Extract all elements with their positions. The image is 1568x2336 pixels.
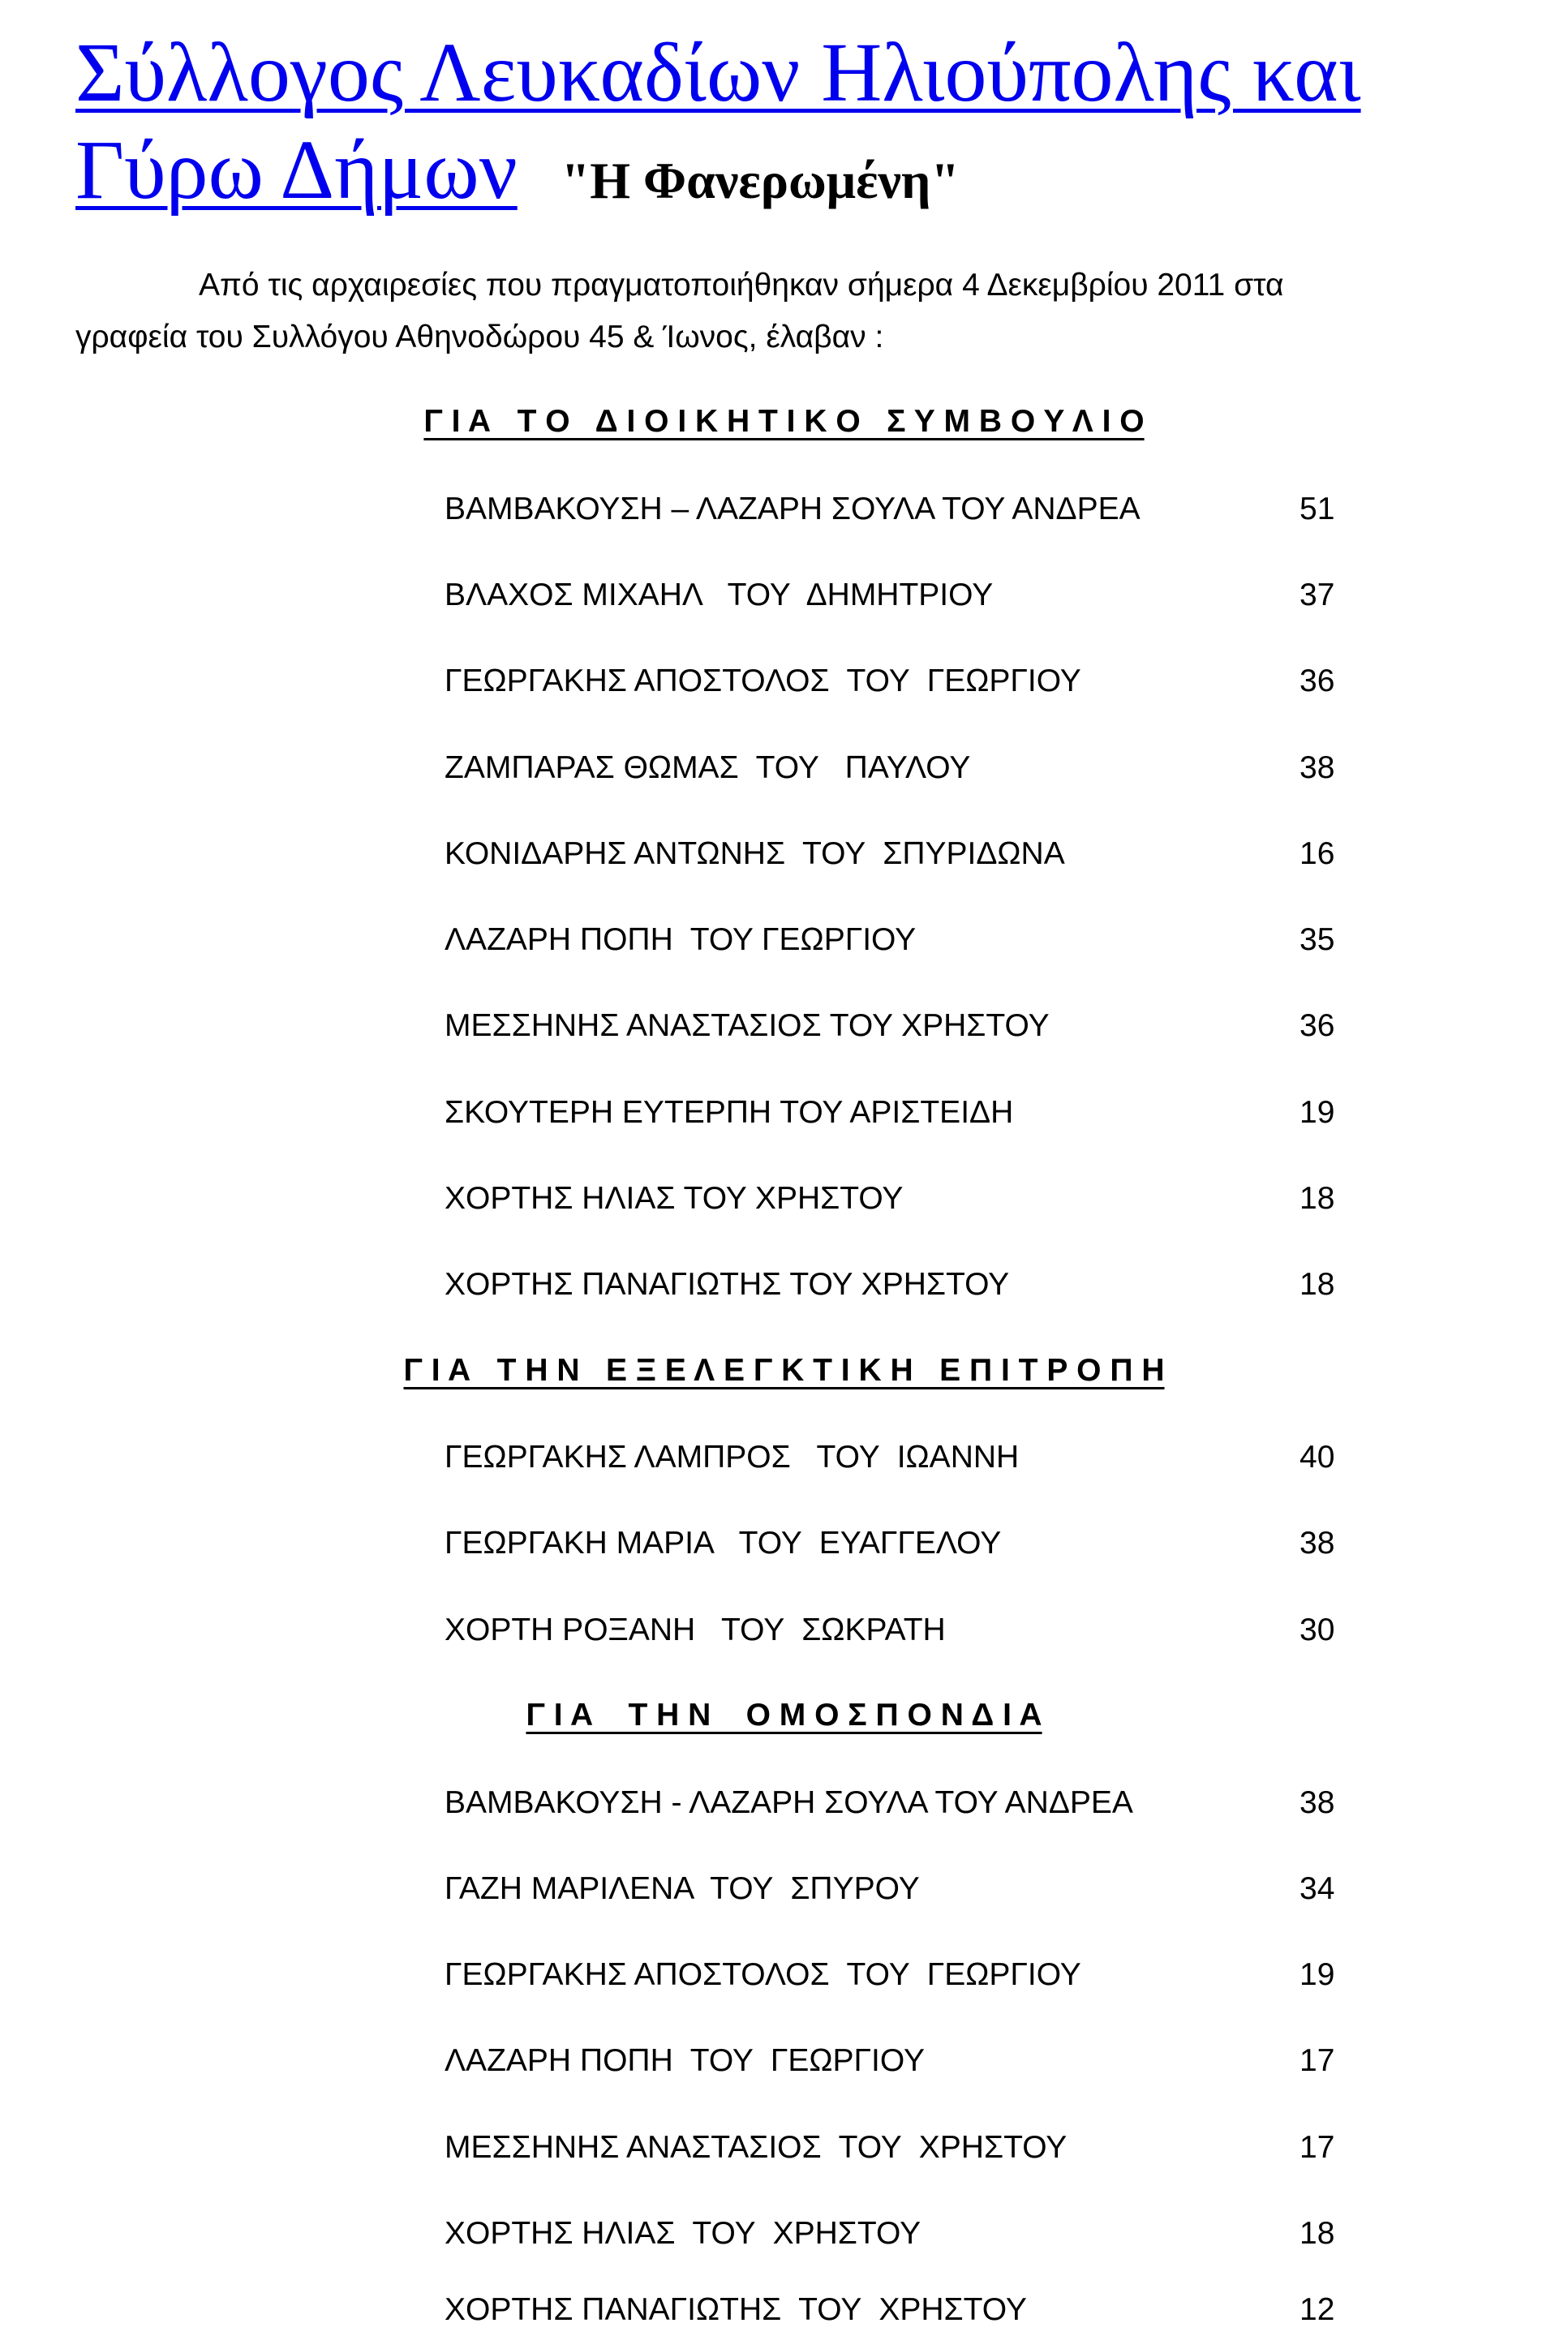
list-item	[445, 1951, 1337, 1999]
vote-count: 40	[1300, 1440, 1335, 1475]
list-item	[445, 2037, 1337, 2085]
list-item	[445, 744, 1337, 792]
list-item	[445, 485, 1337, 534]
candidate-name: ΣΚΟΥΤΕΡΗ ΕΥΤΕΡΠΗ ΤΟΥ ΑΡΙΣΤΕΙΔΗ	[445, 1095, 1014, 1130]
intro-line-2: γραφεία του Συλλόγου Αθηνοδώρου 45 & Ίωνος, έλαβαν :	[75, 320, 884, 354]
candidate-name: ΓΕΩΡΓΑΚΗ ΜΑΡΙΑ ΤΟΥ ΕΥΑΓΓΕΛΟΥ	[445, 1526, 1002, 1561]
section-heading-federation: Γ Ι Α Τ Η Ν Ο Μ Ο Σ Π Ο Ν Δ Ι Α	[526, 1698, 1042, 1733]
title-link[interactable]: Σύλλογος Λευκαδίων Ηλιούπολης και	[75, 26, 1361, 119]
candidate-name: ΜΕΣΣΗΝΗΣ ΑΝΑΣΤΑΣΙΟΣ ΤΟΥ ΧΡΗΣΤΟΥ	[445, 2130, 1068, 2165]
list-item	[445, 1779, 1337, 1827]
list-item	[445, 2123, 1337, 2172]
candidate-name: ΜΕΣΣΗΝΗΣ ΑΝΑΣΤΑΣΙΟΣ ΤΟΥ ΧΡΗΣΤΟΥ	[445, 1008, 1050, 1043]
candidate-name: ΧΟΡΤΗΣ ΗΛΙΑΣ ΤΟΥ ΧΡΗΣΤΟΥ	[445, 1181, 904, 1216]
vote-count: 36	[1300, 663, 1335, 698]
intro-paragraph	[75, 260, 1438, 363]
title-line-2	[75, 122, 960, 230]
vote-count: 35	[1300, 922, 1335, 957]
candidate-name: ΖΑΜΠΑΡΑΣ ΘΩΜΑΣ ΤΟΥ ΠΑΥΛΟΥ	[445, 750, 971, 785]
list-item	[445, 1606, 1337, 1655]
candidate-name: ΛΑΖΑΡΗ ΠΟΠΗ ΤΟΥ ΓΕΩΡΓΙΟΥ	[445, 922, 917, 957]
intro-line-1: Από τις αρχαιρεσίες που πραγματοποιήθηκαν σήμερα 4 Δεκεμβρίου 2011 στα	[199, 268, 1284, 303]
vote-count: 37	[1300, 578, 1335, 612]
title-link-continued[interactable]: Γύρω Δήμων	[75, 123, 518, 217]
list-item	[445, 1002, 1337, 1050]
candidate-name: ΧΟΡΤΗΣ ΗΛΙΑΣ ΤΟΥ ΧΡΗΣΤΟΥ	[445, 2216, 921, 2251]
vote-count: 18	[1300, 1267, 1335, 1302]
vote-count: 18	[1300, 2216, 1335, 2251]
vote-count: 19	[1300, 1957, 1335, 1992]
list-item	[445, 830, 1337, 878]
vote-count: 16	[1300, 836, 1335, 871]
candidate-name: ΧΟΡΤΗ ΡΟΞΑΝΗ ΤΟΥ ΣΩΚΡΑΤΗ	[445, 1612, 946, 1647]
list-item	[445, 1260, 1337, 1309]
candidate-name: ΧΟΡΤΗΣ ΠΑΝΑΓΙΩΤΗΣ ΤΟΥ ΧΡΗΣΤΟΥ	[445, 2292, 1027, 2327]
list-item	[445, 571, 1337, 620]
list-item	[445, 916, 1337, 964]
vote-count: 17	[1300, 2043, 1335, 2078]
list-item	[445, 2286, 1337, 2334]
vote-count: 36	[1300, 1008, 1335, 1043]
vote-count: 38	[1300, 1526, 1335, 1561]
vote-count: 34	[1300, 1871, 1335, 1906]
candidate-name: ΓΕΩΡΓΑΚΗΣ ΛΑΜΠΡΟΣ ΤΟΥ ΙΩΑΝΝΗ	[445, 1440, 1020, 1475]
vote-count: 19	[1300, 1095, 1335, 1130]
vote-count: 38	[1300, 1785, 1335, 1820]
candidate-name: ΓΑΖΗ ΜΑΡΙΛΕΝΑ ΤΟΥ ΣΠΥΡΟΥ	[445, 1871, 920, 1906]
list-item	[445, 1433, 1337, 1482]
section-heading-audit-committee: Γ Ι Α Τ Η Ν Ε Ξ Ε Λ Ε Γ Κ Τ Ι Κ Η Ε Π Ι Τ Ρ Ο Π Η	[403, 1353, 1165, 1388]
candidate-name: ΓΕΩΡΓΑΚΗΣ ΑΠΟΣΤΟΛΟΣ ΤΟΥ ΓΕΩΡΓΙΟΥ	[445, 663, 1081, 698]
candidate-name: ΧΟΡΤΗΣ ΠΑΝΑΓΙΩΤΗΣ ΤΟΥ ΧΡΗΣΤΟΥ	[445, 1267, 1010, 1302]
candidate-name: ΛΑΖΑΡΗ ΠΟΠΗ ΤΟΥ ΓΕΩΡΓΙΟΥ	[445, 2043, 925, 2078]
subtitle: "Η Φανερωμένη"	[561, 152, 960, 209]
vote-count: 12	[1300, 2292, 1335, 2327]
section-heading-board: Γ Ι Α Τ Ο Δ Ι Ο Ι Κ Η Τ Ι Κ Ο Σ Υ Μ Β Ο Υ Λ Ι Ο	[423, 404, 1145, 439]
list-item	[445, 657, 1337, 706]
candidate-name: ΒΑΜΒΑΚΟΥΣΗ - ΛΑΖΑΡΗ ΣΟΥΛΑ ΤΟΥ ΑΝΔΡΕΑ	[445, 1785, 1133, 1820]
list-item	[445, 1089, 1337, 1137]
candidate-name: ΓΕΩΡΓΑΚΗΣ ΑΠΟΣΤΟΛΟΣ ΤΟΥ ΓΕΩΡΓΙΟΥ	[445, 1957, 1081, 1992]
list-item	[445, 1519, 1337, 1568]
vote-count: 18	[1300, 1181, 1335, 1216]
candidate-name: ΒΑΜΒΑΚΟΥΣΗ – ΛΑΖΑΡΗ ΣΟΥΛΑ ΤΟΥ ΑΝΔΡΕΑ	[445, 492, 1141, 526]
list-item	[445, 2209, 1337, 2258]
vote-count: 38	[1300, 750, 1335, 785]
vote-count: 30	[1300, 1612, 1335, 1647]
vote-count: 17	[1300, 2130, 1335, 2165]
vote-count: 51	[1300, 492, 1335, 526]
list-item	[445, 1865, 1337, 1913]
candidate-name: ΚΟΝΙΔΑΡΗΣ ΑΝΤΩΝΗΣ ΤΟΥ ΣΠΥΡΙΔΩΝΑ	[445, 836, 1065, 871]
list-item	[445, 1174, 1337, 1223]
candidate-name: ΒΛΑΧΟΣ ΜΙΧΑΗΛ ΤΟΥ ΔΗΜΗΤΡΙΟΥ	[445, 578, 994, 612]
